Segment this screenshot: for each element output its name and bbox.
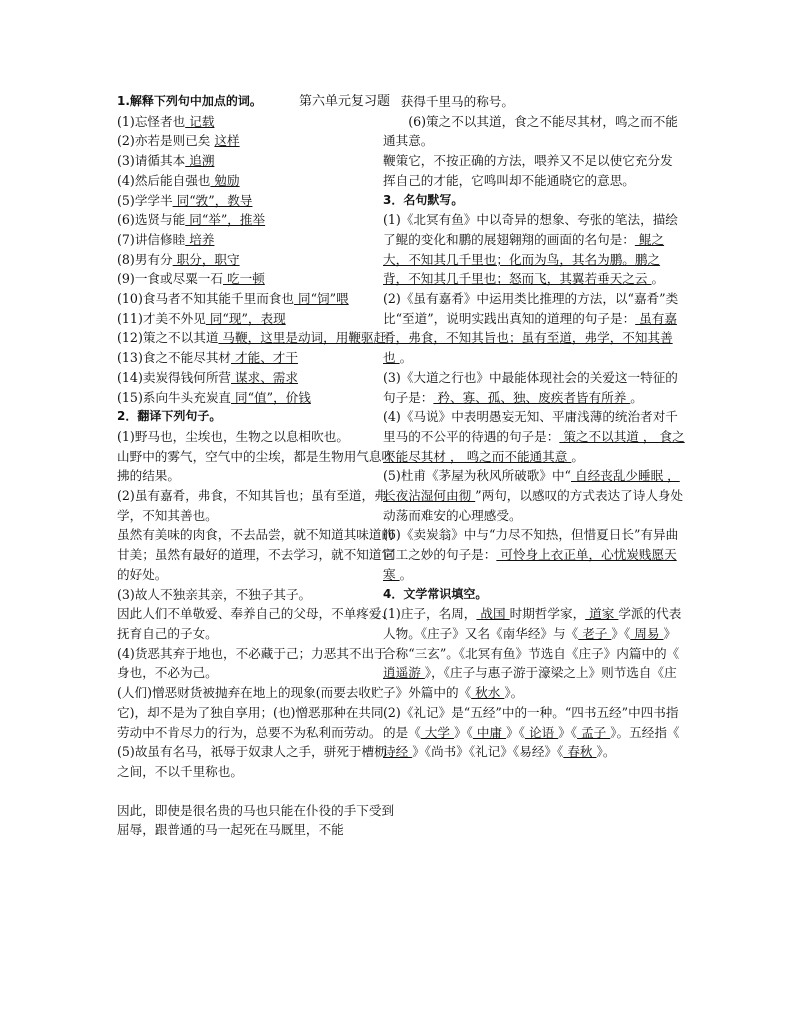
translation-list xyxy=(117,427,395,840)
blank-gap xyxy=(117,782,395,801)
answer-text: 谋求、需求 xyxy=(231,369,298,385)
section-1-heading: 1.解释下列句中加点的词。 xyxy=(117,94,262,108)
question-text: (9)一食或尽粟一石 xyxy=(117,271,223,287)
list-item xyxy=(383,289,685,368)
answer-text: 吃一顿 xyxy=(223,271,265,287)
question-text: (3)《大道之行也》中最能体现社会的关爱这一特征的句子是： xyxy=(383,369,678,405)
answer-text: 同“饲”喂 xyxy=(293,291,349,307)
answer-text: 同“值”，价钱 xyxy=(231,389,311,405)
answer-text: 论语 xyxy=(524,724,559,740)
question-text: (5)学学半 xyxy=(117,192,173,208)
word-explanation-list xyxy=(117,112,395,408)
trailing-text: 。 xyxy=(630,389,643,405)
section-4-heading: 4．文学常识填空。 xyxy=(383,586,488,601)
translation-question: (3)故人不独亲其亲，不独子其子。 xyxy=(117,586,312,602)
question-text: (2)《礼记》是“五经”中的一种。“四书五经”中四书指的是《 xyxy=(383,704,679,740)
answer-text: 可怜身上衣正单，心忧炭贱愿天寒 xyxy=(383,547,677,582)
answer-text: 战国 xyxy=(476,606,510,622)
list-item xyxy=(117,269,395,289)
answer-text: 培养 xyxy=(185,231,215,247)
answer-text: 同“敩”，教导 xyxy=(172,192,253,208)
question-text: (12)策之不以其道 xyxy=(117,330,219,346)
question-text: (2)亦若是则已矣 xyxy=(117,133,215,149)
section-2-heading: 2．翻译下列句子。 xyxy=(117,409,222,424)
list-item xyxy=(117,151,395,171)
question-text: 》合称“三玄”。《北冥有鱼》节选自《庄子》内篇中的《 xyxy=(383,625,680,661)
list-item xyxy=(117,191,395,211)
answer-text: 周易 xyxy=(630,625,664,641)
question-text: (15)系向牛头充炭直 xyxy=(117,389,232,405)
question-text: 学派的代表人物。《庄子》又名《南华经》与《 xyxy=(383,606,682,641)
list-item xyxy=(117,309,395,329)
answer-text: 策之不以其道 ， 食之不能尽其材 ， 鸣之而不能通其意 xyxy=(383,428,685,464)
question-text: (8)男有分 xyxy=(117,251,173,267)
question-text: (1)庄子，名周， xyxy=(383,606,477,622)
quote-dictation-list xyxy=(383,210,685,584)
translation-answer-6: 鞭策它，不按正确的方法，喂养又不足以使它充分发挥自己的才能，它鸣叫却不能通晓它的意思。 xyxy=(383,153,673,188)
question-text: (13)食之不能尽其材 xyxy=(117,350,232,366)
answer-text: 中庸 xyxy=(472,724,507,740)
answer-text: 虽有嘉肴，弗食，不知其旨也；虽有至道，弗学，不知其善也 xyxy=(383,310,677,366)
answer-text: 职分，职守 xyxy=(172,251,240,267)
question-text: (11)才美不外见 xyxy=(117,310,206,326)
question-text: (3)请循其本 xyxy=(117,153,186,169)
list-item xyxy=(117,368,395,388)
page-title: 第六单元复习题 xyxy=(299,94,391,109)
section-3-heading: 3．名句默写。 xyxy=(383,192,464,207)
list-item xyxy=(383,466,685,525)
answer-text: 老子 xyxy=(578,625,612,641)
question-text: (10)食马者不知其能千里而食也 xyxy=(117,291,294,307)
answer-text: 马鞭，这里是动词，用鞭驱赶 xyxy=(218,330,387,346)
question-text: (4)《马说》中表明愚妄无知、平庸浅薄的统治者对千里马的不公平的待遇的句子是： xyxy=(383,409,678,444)
answer-text: 才能、才干 xyxy=(231,350,298,366)
answer-text: 这样 xyxy=(214,133,240,149)
list-item xyxy=(383,407,685,466)
answer-text: 逍遥游 xyxy=(383,665,425,681)
question-text: 》《 xyxy=(506,724,525,740)
translation-answer: 山野中的雾气，空气中的尘埃，都是生物用气息吹拂的结果。 xyxy=(117,448,395,484)
question-text: (5)杜甫《茅屋为秋风所破歌》中“ xyxy=(383,468,571,484)
translation-question: (5)故虽有名马，祇辱于奴隶人之手，骈死于槽枥之间，不以千里称也。 xyxy=(117,744,387,779)
list-item xyxy=(117,112,395,132)
answer-text: 孟子 xyxy=(577,724,611,740)
list-item xyxy=(117,210,395,230)
question-text: 》《 xyxy=(611,625,631,641)
translation-question: (1)野马也，尘埃也，生物之以息相吹也。 xyxy=(117,428,349,444)
translation-question: (2)虽有嘉肴，弗食，不知其旨也；虽有至道，弗学，不知其善也。 xyxy=(117,488,387,523)
answer-text: 道家 xyxy=(585,606,619,622)
answer-text: 诗经 xyxy=(383,744,413,760)
list-item xyxy=(117,388,395,408)
question-text: (7)讲信修睦 xyxy=(117,231,186,247)
trailing-text: 。 xyxy=(651,271,665,287)
trailing-text: ”两句，以感叹的方式表达了诗人身处动荡而难安的心理感受。 xyxy=(383,488,684,523)
list-item xyxy=(117,328,395,348)
translation-continuation: 获得千里马的称号。 xyxy=(400,94,514,109)
list-item xyxy=(383,368,685,407)
list-item xyxy=(117,348,395,368)
translation-question: (4)货恶其弃于地也，不必藏于己；力恶其不出于身也，不必为己。 xyxy=(117,645,387,681)
answer-text: 追溯 xyxy=(185,153,215,169)
question-text: 》《尚书》《礼记》《易经》《 xyxy=(412,744,564,760)
question-text: 》。五经指《 xyxy=(610,724,680,740)
question-text: 》，《庄子与惠子游于濠梁之上》则节选自《庄子》外篇中的《 xyxy=(383,665,677,701)
answer-text: 秋水 xyxy=(471,685,505,701)
answer-text: 同“举”，推举 xyxy=(185,212,266,228)
translation-answer: 虽然有美味的肉食，不去品尝，就不知道其味道的甘美；虽然有最好的道理，不去学习，就不知道它的好处。 xyxy=(117,527,395,582)
answer-text: 大学 xyxy=(420,724,454,740)
answer-text: 春秋 xyxy=(563,744,597,760)
answer-text: 勉励 xyxy=(210,172,240,188)
left-column xyxy=(117,92,395,840)
list-item xyxy=(117,289,395,309)
trailing-text: 。 xyxy=(571,448,584,464)
question-text: 时期哲学家， xyxy=(509,606,586,622)
answer-text: 矜、寡、孤、独、废疾者皆有所养 xyxy=(433,389,631,405)
question-text: 》。 xyxy=(596,744,616,760)
question-text: (6)《卖炭翁》中与“力尽不知热，但惜夏日长”有异曲同工之妙的句子是： xyxy=(383,527,679,563)
question-text: (14)卖炭得钱何所营 xyxy=(117,369,232,385)
question-text: (6)选贤与能 xyxy=(117,212,186,228)
question-text: (2)《虽有嘉肴》中运用类比推理的方法，以“嘉肴”类比“至道”，说明实践出真知的道理的句子是： xyxy=(383,291,679,326)
list-item xyxy=(383,210,685,289)
list-item xyxy=(117,230,395,250)
list-item xyxy=(383,525,685,584)
question-text: (1)《北冥有鱼》中以奇异的想象、夸张的笔法，描绘了鲲的变化和鹏的展翅翱翔的画面的名句是： xyxy=(383,212,678,247)
answer-text: 自经丧乱少睡眠 ， 长夜沾湿何由彻 xyxy=(383,468,680,504)
translation-answer: 因此人们不单敬爱、奉养自己的父母，不单疼爱、抚育自己的子女。 xyxy=(117,606,395,641)
literature-item-1 xyxy=(383,604,685,703)
right-column xyxy=(383,92,685,762)
translation-question-6: (6)策之不以其道，食之不能尽其材，鸣之而不能通其意。 xyxy=(383,113,678,149)
answer-text: 鲲之大，不知其几千里也；化而为鸟，其名为鹏。鹏之背，不知其几千里也；怒而飞，其翼若垂天之云 xyxy=(383,231,665,287)
translation-answer: 因此，即使是很名贵的马也只能在仆役的手下受到屈辱，跟普通的马一起死在马厩里，不能 xyxy=(117,802,395,838)
list-item xyxy=(117,171,395,191)
list-item xyxy=(117,131,395,151)
question-text: 》。 xyxy=(504,685,524,701)
question-text: 》《 xyxy=(453,724,473,740)
list-item xyxy=(117,250,395,270)
question-text: 》《 xyxy=(558,724,578,740)
answer-text: 记载 xyxy=(185,113,215,129)
question-text: (1)忘怪者也 xyxy=(117,113,186,129)
answer-text: 同“现”，表现 xyxy=(205,310,286,326)
trailing-text: 。 xyxy=(399,350,413,366)
question-text: (4)然后能自强也 xyxy=(117,172,211,188)
literature-item-2 xyxy=(383,703,685,762)
translation-answer: (人们)憎恶财货被抛弃在地上的现象(而要去收贮它)，却不是为了独自享用；(也)憎恶那种在共同劳动中不肯尽力的行为，总要不为私利而劳动。 xyxy=(117,685,384,740)
trailing-text: 。 xyxy=(399,566,413,582)
